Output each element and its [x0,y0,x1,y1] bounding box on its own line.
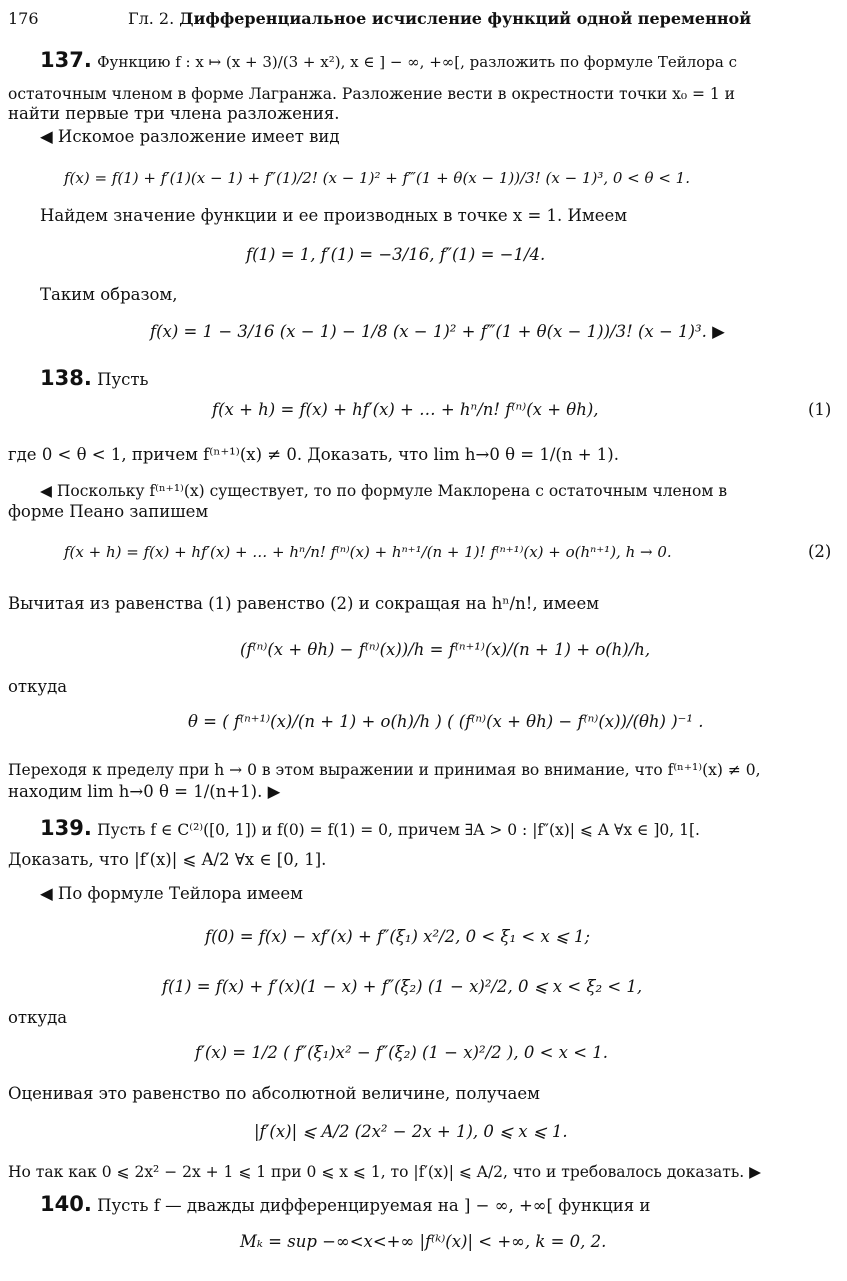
problem-text: Пусть [97,370,149,389]
solution-text: откуда [8,1008,68,1027]
equation: f(x + h) = f(x) + hf′(x) + … + hⁿ/n! f⁽ⁿ⁾(x) + hⁿ⁺¹/(n + 1)! f⁽ⁿ⁺¹⁾(x) + o(hⁿ⁺¹), h → 0. [64,543,672,561]
equation-number: (2) [808,542,832,561]
equation: f(x) = 1 − 3/16 (x − 1) − 1/8 (x − 1)² + f‴(1 + θ(x − 1))/3! (x − 1)³. ▶ [150,322,725,341]
page-header [8,9,39,29]
equation: f(1) = 1, f′(1) = −3/16, f″(1) = −1/4. [246,245,546,264]
problem-137-line-3: найти первые три члена разложения. [8,104,340,123]
problem-138-line-1 [40,368,149,390]
solution-text: ◀ Поскольку f⁽ⁿ⁺¹⁾(x) существует, то по формуле Маклорена с остаточным членом в [40,482,728,500]
solution-text: ◀ По формуле Тейлора имеем [40,884,303,903]
equation: f(0) = f(x) − xf′(x) + f″(ξ₁) x²/2, 0 < ξ₁ < x ⩽ 1; [205,927,591,946]
problem-137-line-1 [40,50,737,72]
problem-number: 139. [40,816,92,840]
solution-text: Оценивая это равенство по абсолютной величине, получаем [8,1084,540,1103]
solution-text: Но так как 0 ⩽ 2x² − 2x + 1 ⩽ 1 при 0 ⩽ x ⩽ 1, то |f′(x)| ⩽ A/2, что и требовалось доказать. ▶ [8,1163,762,1181]
problem-number: 137. [40,48,92,72]
equation: (f⁽ⁿ⁾(x + θh) − f⁽ⁿ⁾(x))/h = f⁽ⁿ⁺¹⁾(x)/(n + 1) + o(h)/h, [240,640,651,659]
running-title [128,9,751,29]
problem-text: Доказать, что |f′(x)| ⩽ A/2 ∀x ∈ [0, 1]. [8,850,327,869]
problem-text: Пусть f — дважды дифференцируемая на ] − ∞, +∞[ функция и [97,1196,651,1215]
solution-text: откуда [8,677,68,696]
equation: |f′(x)| ⩽ A/2 (2x² − 2x + 1), 0 ⩽ x ⩽ 1. [254,1122,568,1141]
solution-text: Таким образом, [40,285,178,304]
solution-text: находим lim h→0 θ = 1/(n+1). ▶ [8,782,281,801]
equation: f(1) = f(x) + f′(x)(1 − x) + f″(ξ₂) (1 − x)²/2, 0 ⩽ x < ξ₂ < 1, [162,977,643,996]
equation: f(x) = f(1) + f′(1)(x − 1) + f″(1)/2! (x − 1)² + f‴(1 + θ(x − 1))/3! (x − 1)³, 0 < θ < 1. [64,169,690,187]
chapter-label: Гл. 2. [128,9,175,28]
solution-text: форме Пеано запишем [8,502,209,521]
problem-text: где 0 < θ < 1, причем f⁽ⁿ⁺¹⁾(x) ≠ 0. Доказать, что lim h→0 θ = 1/(n + 1). [8,445,619,464]
problem-140-line-1 [40,1194,650,1216]
problem-number: 138. [40,366,92,390]
solution-text: Найдем значение функции и ее производных в точке x = 1. Имеем [40,206,628,225]
solution-text: Переходя к пределу при h → 0 в этом выражении и принимая во внимание, что f⁽ⁿ⁺¹⁾(x) ≠ 0, [8,761,761,779]
equation-number: (1) [808,400,832,419]
equation: Mₖ = sup −∞<x<+∞ |f⁽ᵏ⁾(x)| < +∞, k = 0, 2. [240,1232,607,1251]
problem-text: Пусть f ∈ C⁽²⁾([0, 1]) и f(0) = f(1) = 0, причем ∃A > 0 : |f″(x)| ⩽ A ∀x ∈ ]0, 1[. [97,821,700,839]
chapter-title: Дифференциальное исчисление функций одной переменной [179,9,752,28]
page-number: 176 [8,9,39,28]
solution-text: Вычитая из равенства (1) равенство (2) и сокращая на hⁿ/n!, имеем [8,594,600,613]
equation: θ = ( f⁽ⁿ⁺¹⁾(x)/(n + 1) + o(h)/h ) ( (f⁽ⁿ⁾(x + θh) − f⁽ⁿ⁾(x))/(θh) )⁻¹ . [188,712,704,731]
equation: f(x + h) = f(x) + hf′(x) + … + hⁿ/n! f⁽ⁿ⁾(x + θh), [212,400,599,419]
problem-number: 140. [40,1192,92,1216]
problem-139-line-1 [40,818,700,840]
problem-text: Функцию f : x ↦ (x + 3)/(3 + x²), x ∈ ] − ∞, +∞[, разложить по формуле Тейлора с [97,53,737,71]
equation: f′(x) = 1/2 ( f″(ξ₁)x² − f″(ξ₂) (1 − x)²/2 ), 0 < x < 1. [195,1043,609,1062]
problem-137-line-2: остаточным членом в форме Лагранжа. Разложение вести в окрестности точки x₀ = 1 и [8,85,736,103]
solution-text: ◀ Искомое разложение имеет вид [40,127,340,146]
